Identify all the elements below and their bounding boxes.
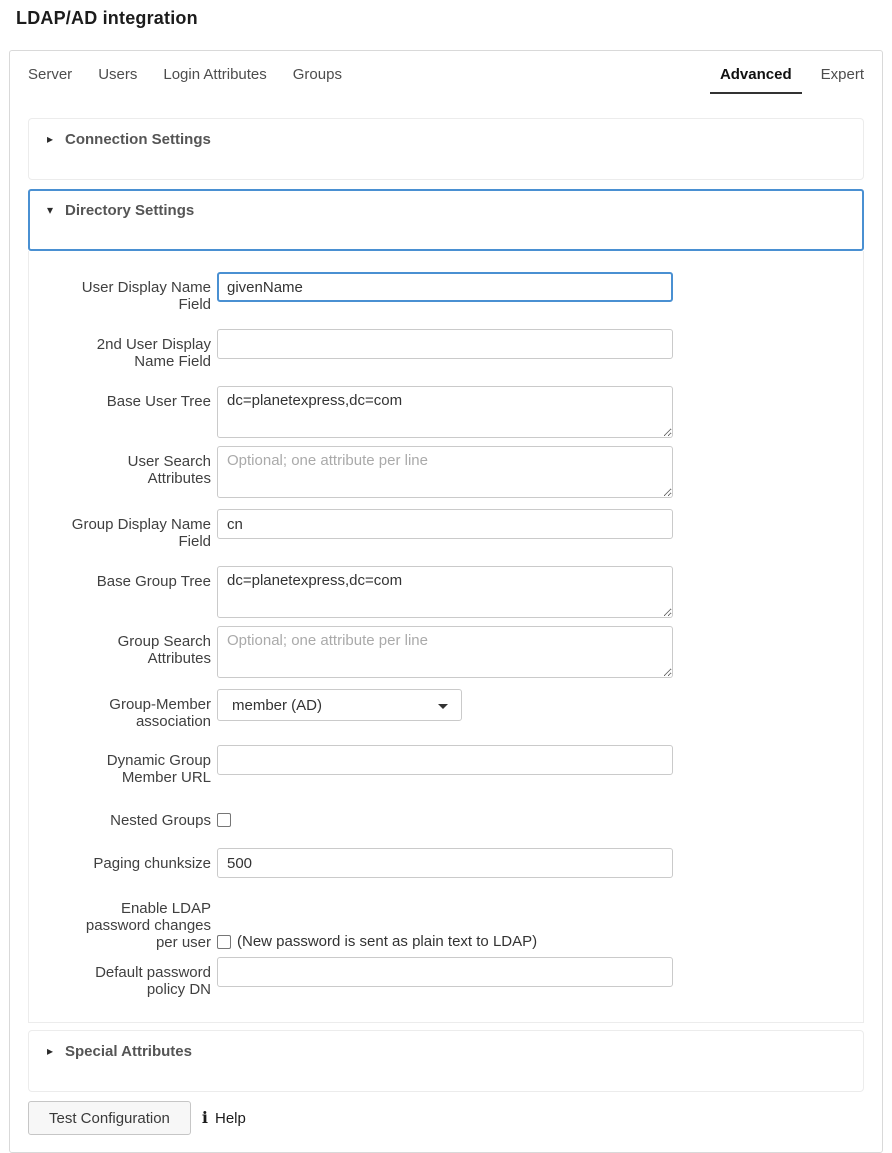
group-member-association-select[interactable] bbox=[217, 689, 462, 721]
accordion-special-attributes-title: Special Attributes bbox=[65, 1043, 192, 1060]
user-display-name-input[interactable] bbox=[217, 272, 673, 302]
field-row-group-display-name bbox=[69, 509, 843, 550]
base-user-tree-label: Base User Tree bbox=[106, 393, 211, 410]
group-member-association-value: member (AD) bbox=[232, 697, 323, 714]
field-row-default-password-policy-dn bbox=[69, 957, 843, 998]
nested-groups-checkbox[interactable] bbox=[217, 813, 231, 827]
accordion-connection-settings-title: Connection Settings bbox=[65, 131, 211, 148]
field-row-paging-chunksize bbox=[69, 848, 843, 878]
settings-container bbox=[9, 50, 883, 1153]
paging-chunksize-label: Paging chunksize bbox=[93, 855, 211, 872]
info-icon: i bbox=[201, 1108, 208, 1127]
tab-expert[interactable]: Expert bbox=[820, 66, 864, 83]
default-password-policy-dn-input[interactable] bbox=[217, 957, 673, 987]
field-row-user-search-attributes bbox=[69, 446, 843, 498]
tab-advanced[interactable]: Advanced bbox=[710, 66, 802, 94]
field-row-dynamic-group-member-url bbox=[69, 745, 843, 786]
user-display-name-label: User Display Name Field bbox=[81, 279, 211, 313]
enable-ldap-password-changes-label: Enable LDAP password changes per user bbox=[85, 900, 211, 951]
dynamic-group-member-url-input[interactable] bbox=[217, 745, 673, 775]
tab-group-right bbox=[710, 66, 864, 94]
user-display-name-2-label: 2nd User Display Name Field bbox=[96, 336, 211, 370]
page-title: LDAP/AD integration bbox=[16, 8, 198, 28]
tab-group-left bbox=[28, 66, 342, 92]
tab-bar bbox=[28, 51, 864, 94]
base-group-tree-textarea[interactable] bbox=[217, 566, 673, 618]
accordion-directory-settings[interactable] bbox=[28, 189, 864, 251]
field-row-user-display-name bbox=[69, 272, 843, 313]
help-link[interactable] bbox=[202, 1109, 246, 1127]
caret-right-icon: ▸ bbox=[47, 1044, 54, 1058]
user-search-attributes-label: User Search Attributes bbox=[127, 453, 211, 487]
accordion-directory-settings-title: Directory Settings bbox=[65, 202, 195, 219]
group-display-name-input[interactable] bbox=[217, 509, 673, 539]
default-password-policy-dn-label: Default password policy DN bbox=[95, 964, 211, 998]
field-row-base-user-tree bbox=[69, 386, 843, 438]
tab-server[interactable]: Server bbox=[28, 66, 73, 83]
field-row-group-search-attributes bbox=[69, 626, 843, 678]
enable-ldap-password-changes-checkbox[interactable] bbox=[217, 935, 231, 949]
base-group-tree-label: Base Group Tree bbox=[96, 573, 211, 590]
caret-down-icon: ▾ bbox=[47, 203, 54, 217]
field-row-nested-groups bbox=[69, 811, 843, 829]
caret-right-icon: ▸ bbox=[47, 132, 54, 146]
tab-groups[interactable]: Groups bbox=[292, 66, 342, 83]
field-row-user-display-name-2 bbox=[69, 329, 843, 370]
enable-ldap-password-changes-note: (New password is sent as plain text to LDAP) bbox=[237, 933, 538, 950]
accordion-special-attributes[interactable] bbox=[28, 1030, 864, 1092]
help-label: Help bbox=[214, 1109, 246, 1127]
paging-chunksize-input[interactable] bbox=[217, 848, 673, 878]
test-configuration-button[interactable]: Test Configuration bbox=[28, 1101, 191, 1135]
dropdown-caret-icon bbox=[438, 704, 448, 709]
group-search-attributes-label: Group Search Attributes bbox=[117, 633, 211, 667]
group-search-attributes-textarea[interactable] bbox=[217, 626, 673, 678]
directory-settings-panel bbox=[28, 251, 864, 1023]
field-row-group-member-association bbox=[69, 689, 843, 730]
user-search-attributes-textarea[interactable] bbox=[217, 446, 673, 498]
tab-users[interactable]: Users bbox=[98, 66, 138, 83]
accordion-connection-settings[interactable] bbox=[28, 118, 864, 180]
group-member-association-label: Group-Member association bbox=[109, 696, 211, 730]
base-user-tree-textarea[interactable] bbox=[217, 386, 673, 438]
actions-bar bbox=[28, 1101, 864, 1135]
user-display-name-2-input[interactable] bbox=[217, 329, 673, 359]
group-display-name-label: Group Display Name Field bbox=[71, 516, 211, 550]
nested-groups-label: Nested Groups bbox=[110, 811, 211, 829]
field-row-enable-ldap-password-changes bbox=[69, 893, 843, 951]
field-row-base-group-tree bbox=[69, 566, 843, 618]
dynamic-group-member-url-label: Dynamic Group Member URL bbox=[106, 752, 211, 786]
tab-login-attributes[interactable]: Login Attributes bbox=[163, 66, 267, 83]
